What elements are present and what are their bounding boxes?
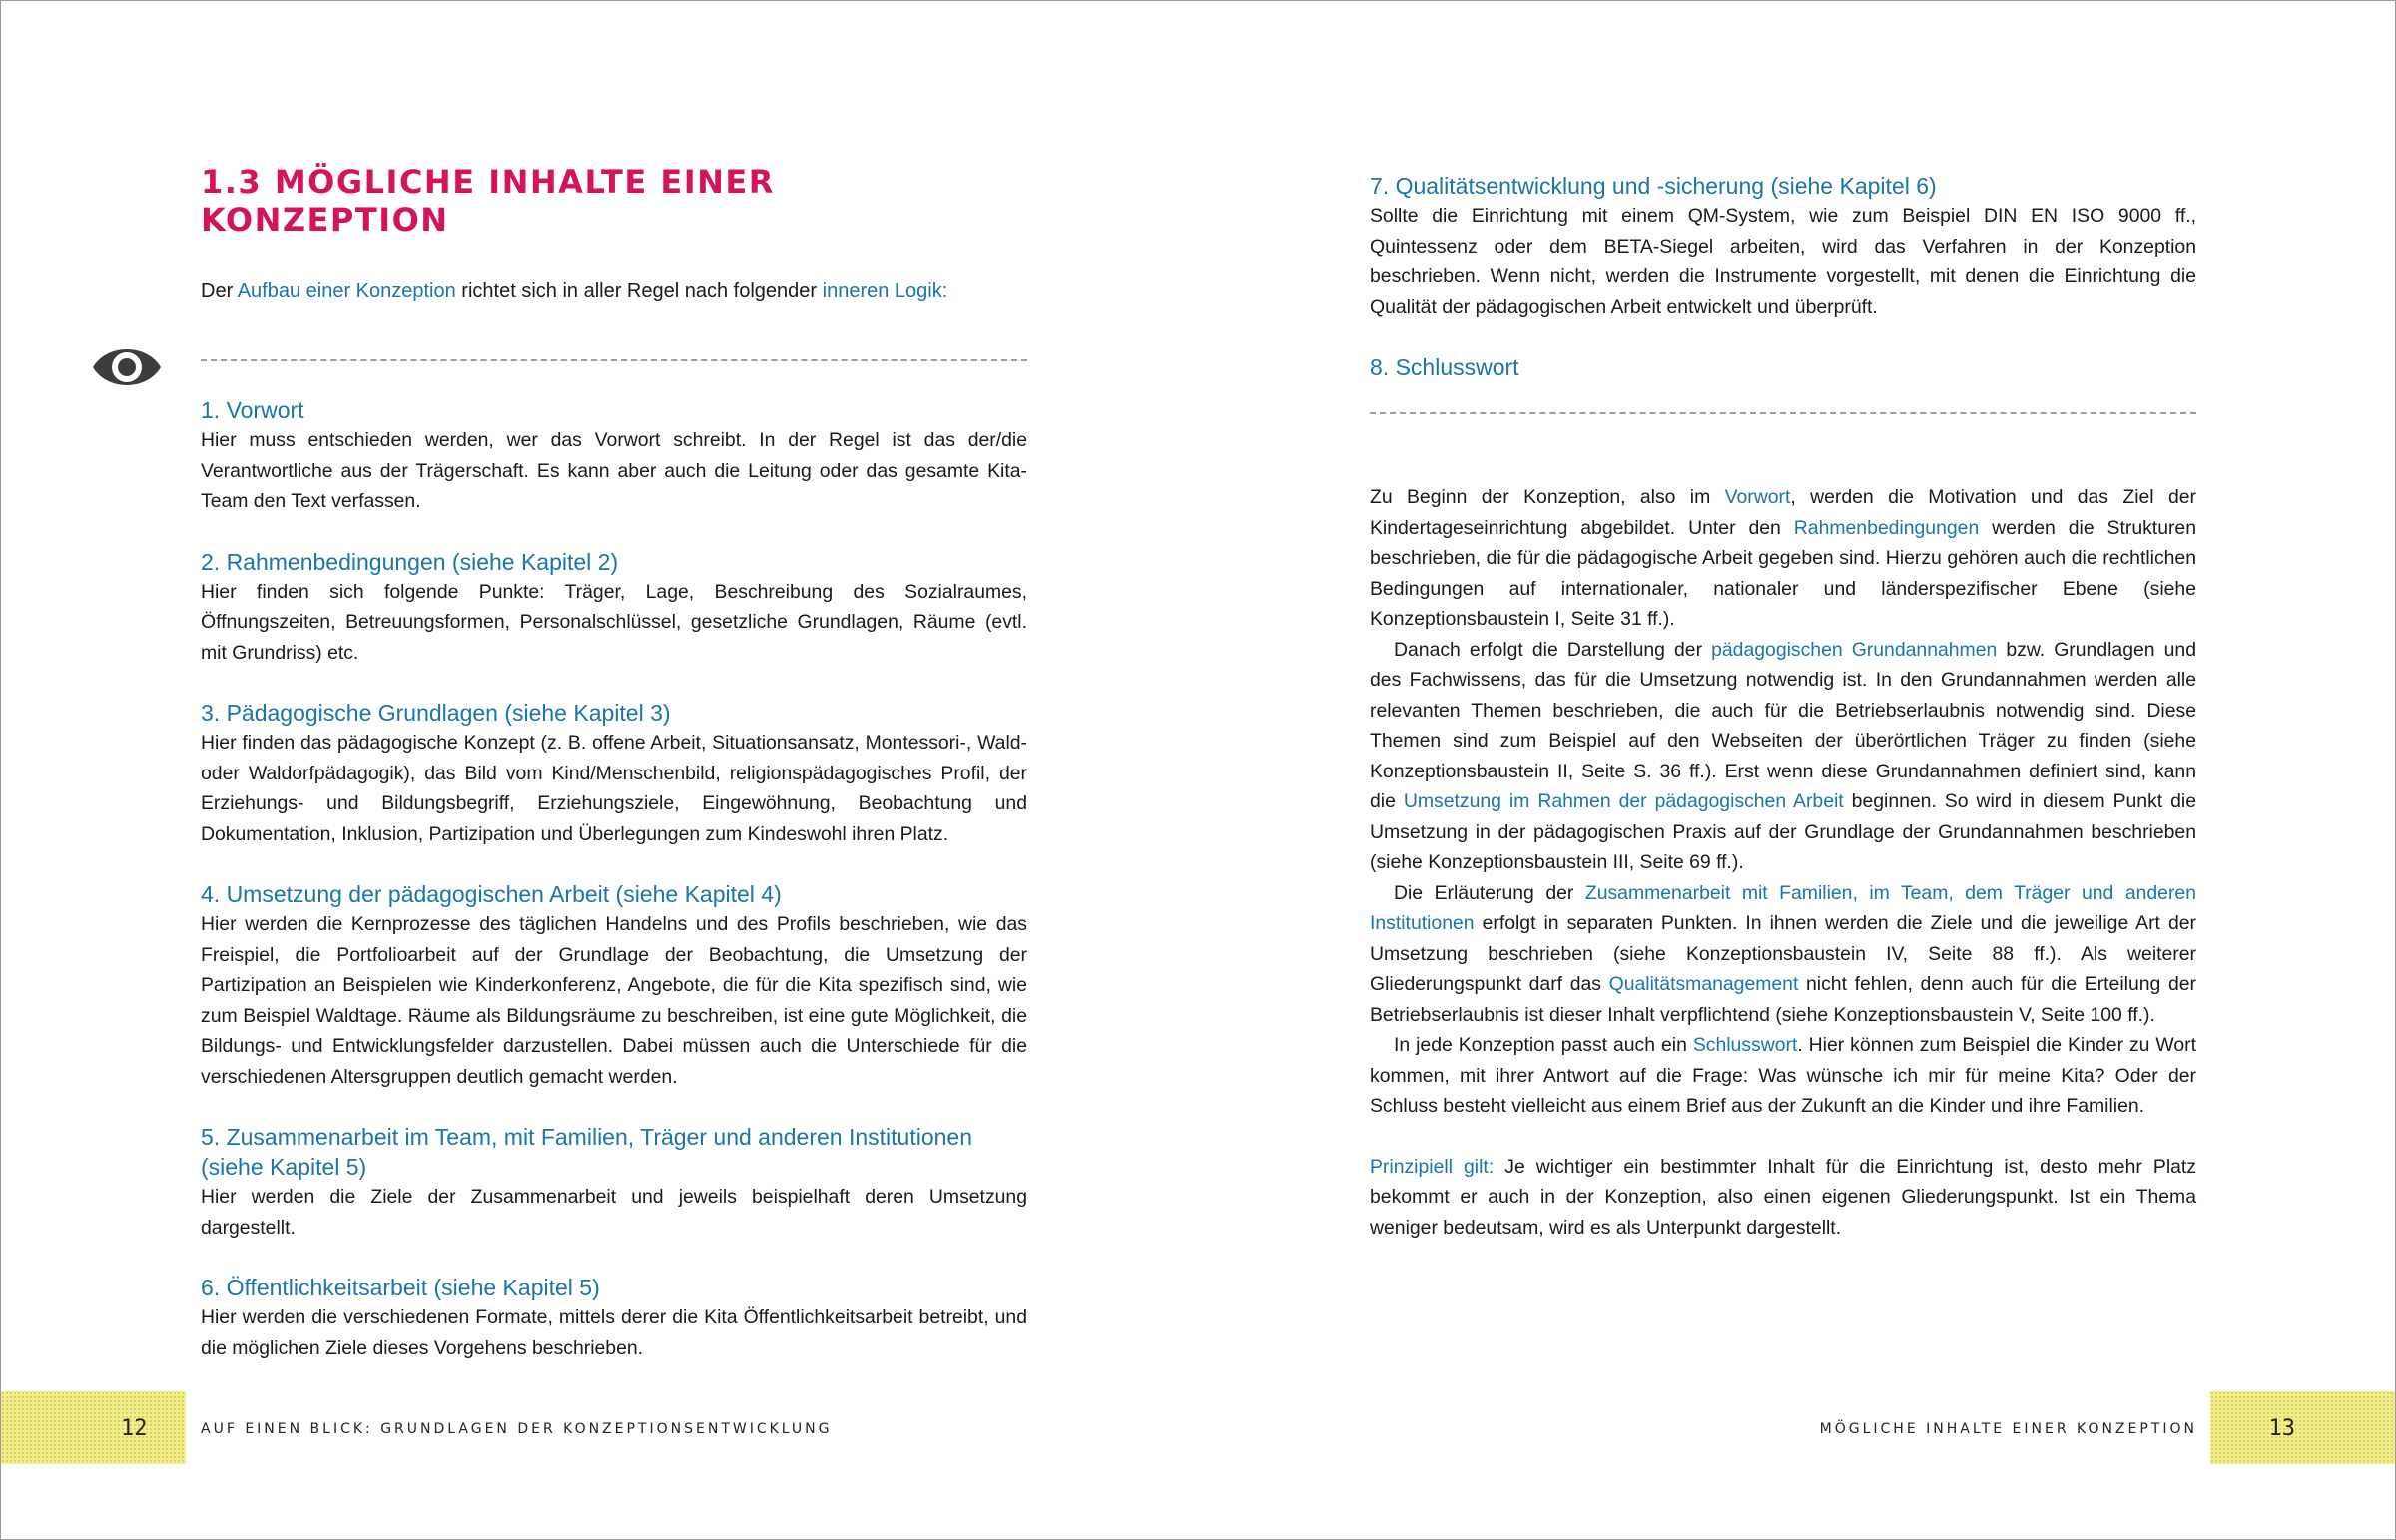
- text-run: erfolgt in separaten Punkten. In ihnen werden die Ziele und die jeweilige Art der Umsetzung beschrieben (siehe Konzeptionsbaustein IV, Seite 88 ff.). Als weiterer Gliederungspunkt darf das: [1370, 912, 2196, 995]
- text-run: nicht fehlen, denn auch für die Erteilung der Betriebserlaubnis ist dieser Inhalt verpflichtend (siehe Konzeptionsbaustein V, Seite 100 ff.).: [1370, 973, 2196, 1026]
- section-heading: 7. Qualitätsentwicklung und -sicherung (siehe Kapitel 6): [1370, 173, 1937, 199]
- section-heading: 8. Schlusswort: [1370, 354, 1519, 380]
- summary-text: [1370, 482, 2196, 1243]
- left-column: [201, 163, 1027, 1363]
- intro-text-part: richtet sich in aller Regel nach folgender: [455, 280, 823, 302]
- section-body: Hier finden sich folgende Punkte: Träger, Lage, Beschreibung des Sozialraumes, Öffnungszeiten, Betreuungsformen, Personalschlüssel, gesetzliche Grundlagen, Räume (evtl. mit Grundriss) etc.: [201, 580, 1027, 664]
- text-run: Zu Beginn der Konzeption, also im: [1370, 486, 1725, 508]
- text-run: In jede Konzeption passt auch ein: [1394, 1034, 1693, 1056]
- text-run: . Hier können zum Beispiel die Kinder zu Wort kommen, mit ihrer Antwort auf die Frage: Was wünsche ich mir für meine Kita? Oder der Schluss besteht vielleicht aus einem Brief aus der Zukunft an die Kinder und ihre Familien.: [1370, 1034, 2196, 1117]
- principle-note: [1370, 1152, 2196, 1244]
- section-vorwort: [201, 395, 1027, 517]
- page-number: 12: [121, 1416, 148, 1441]
- chapter-title: 1.3 MÖGLICHE INHALTE EINER KONZEPTION: [201, 163, 775, 239]
- intro-highlight: inneren Logik:: [822, 280, 948, 302]
- left-page: [1, 1, 1198, 1539]
- section-umsetzung: [201, 879, 1027, 1092]
- section-body: Hier werden die verschiedenen Formate, mittels derer die Kita Öffentlichkeitsarbeit betreibt, und die möglichen Ziele dieses Vorgehens beschrieben.: [201, 1306, 1027, 1359]
- intro-text-part: Der: [201, 280, 238, 302]
- section-heading: 4. Umsetzung der pädagogischen Arbeit (siehe Kapitel 4): [201, 881, 782, 907]
- section-body: Hier finden das pädagogische Konzept (z. B. offene Arbeit, Situationsansatz, Montessori-, Wald- oder Waldorfpädagogik), das Bild vom Kind/Menschenbild, religionspädagogisches Profil, der Erziehungs- und Bildungsbegriff, Erziehungsziele, Eingewöhnung, Beobachtung und Dokumentation, Inklusion, Partizipation und Überlegungen zum Kindeswohl ihren Platz.: [201, 732, 1027, 845]
- summary-paragraph: [1370, 878, 2196, 1031]
- footer-color-block: [1, 1391, 186, 1464]
- section-heading: 1. Vorwort: [201, 397, 304, 423]
- section-body: Hier werden die Ziele der Zusammenarbeit und jeweils beispielhaft deren Umsetzung dargestellt.: [201, 1186, 1027, 1239]
- running-head: MÖGLICHE INHALTE EINER KONZEPTION: [1819, 1421, 2197, 1437]
- highlight-term: Rahmenbedingungen: [1793, 516, 1980, 539]
- highlight-term: Vorwort: [1724, 486, 1791, 508]
- section-rahmenbedingungen: [201, 547, 1027, 669]
- dashed-divider: [201, 359, 1027, 361]
- summary-paragraph: [1370, 1030, 2196, 1122]
- highlight-term: Zusammenarbeit mit Familien, im Team, dem Träger und anderen Institutionen: [1370, 881, 2196, 934]
- text-run: bzw. Grundlagen und des Fachwissens, das für die Umsetzung notwendig ist. In den Grundannahmen werden alle relevanten Themen beschrieben, die auch für die Betriebserlaubnis notwendig sind. Diese Themen sind zum Beispiel auf den Webseiten der überörtlichen Träger zu finden (siehe Konzeptionsbaustein II, Seite S. 36 ff.). Erst wenn diese Grundannahmen definiert sind, kann die: [1370, 638, 2196, 812]
- section-paedagogische-grundlagen: [201, 698, 1027, 849]
- highlight-term: Schlusswort: [1692, 1034, 1798, 1056]
- section-heading: 2. Rahmenbedingungen (siehe Kapitel 2): [201, 548, 619, 575]
- text-run: Die Erläuterung der: [1394, 881, 1585, 904]
- dashed-divider: [1370, 412, 2196, 414]
- note-label: Prinzipiell gilt:: [1370, 1155, 1495, 1178]
- section-body: Hier muss entschieden werden, wer das Vorwort schreibt. In der Regel ist das der/die Verantwortliche aus der Trägerschaft. Es kann aber auch die Leitung oder das gesamte Kita-Team den Text verfassen.: [201, 429, 1027, 512]
- section-heading: 3. Pädagogische Grundlagen (siehe Kapitel 3): [201, 700, 671, 726]
- right-page: [1198, 1, 2395, 1539]
- summary-paragraph: [1370, 482, 2196, 635]
- running-head: AUF EINEN BLICK: GRUNDLAGEN DER KONZEPTIONSENTWICKLUNG: [201, 1421, 833, 1437]
- eye-icon: [91, 340, 163, 394]
- page-number: 13: [2268, 1416, 2295, 1441]
- highlight-term: pädagogischen Grundannahmen: [1711, 638, 1998, 661]
- note-text: Je wichtiger ein bestimmter Inhalt für die Einrichtung ist, desto mehr Platz bekommt er auch in der Konzeption, also einen eigenen Gliederungspunkt. Ist ein Thema weniger bedeutsam, wird es als Unterpunkt dargestellt.: [1370, 1155, 2196, 1239]
- highlight-term: Umsetzung im Rahmen der pädagogischen Arbeit: [1403, 790, 1844, 812]
- section-schlusswort: [1370, 352, 2196, 382]
- text-run: Danach erfolgt die Darstellung der: [1394, 638, 1712, 661]
- right-column: [1370, 171, 2196, 1243]
- intro-text: [201, 276, 1027, 306]
- section-body: Sollte die Einrichtung mit einem QM-System, wie zum Beispiel DIN EN ISO 9000 ff., Quintessenz oder dem BETA-Siegel arbeiten, wird das Verfahren in der Konzeption beschrieben. Wenn nicht, werden die Instrumente vorgestellt, mit denen die Einrichtung die Qualität der pädagogischen Arbeit entwickelt und überprüft.: [1370, 205, 2196, 318]
- section-heading: 6. Öffentlichkeitsarbeit (siehe Kapitel 5): [201, 1275, 600, 1300]
- text-run: , werden die Motivation und das Ziel der Kindertageseinrichtung abgebildet. Unter den: [1370, 486, 2196, 539]
- text-run: werden die Strukturen beschrieben, die für die pädagogische Arbeit gegeben sind. Hierzu gehören auch die rechtlichen Bedingungen auf internationaler, nationaler und länderspezifischer Ebene (siehe Konzeptionsbaustein I, Seite 31 ff.).: [1370, 516, 2196, 630]
- section-oeffentlichkeitsarbeit: [201, 1273, 1027, 1363]
- intro-highlight: Aufbau einer Konzeption: [237, 280, 456, 302]
- text-run: beginnen. So wird in diesem Punkt die Umsetzung in der pädagogischen Praxis auf der Grundlage der Grundannahmen beschrieben (siehe Konzeptionsbaustein III, Seite 69 ff.).: [1370, 790, 2196, 873]
- summary-paragraph: [1370, 635, 2196, 878]
- section-body: Hier werden die Kernprozesse des täglichen Handelns und des Profils beschrieben, wie das Freispiel, die Portfolioarbeit auf der Grundlage der Beobachtung, die Umsetzung der Partizipation an Beispielen wie Kinderkonferenz, Angebote, die für die Kita spezifisch sind, wie zum Beispiel Waldtage. Räume als Bildungsräume zu beschreiben, ist eine gute Möglichkeit, die Bildungs- und Entwicklungsfelder darzustellen. Dabei müssen auch die Unterschiede für die verschiedenen Altersgruppen deutlich gemacht werden.: [201, 913, 1027, 1088]
- highlight-term: Qualitätsmanagement: [1608, 973, 1799, 995]
- section-heading: 5. Zusammenarbeit im Team, mit Familien, Träger und anderen Institutionen (siehe Kapitel 5): [201, 1124, 972, 1180]
- section-zusammenarbeit: [201, 1122, 1027, 1243]
- footer-color-block: [2210, 1391, 2395, 1464]
- section-qualitaetsentwicklung: [1370, 171, 2196, 322]
